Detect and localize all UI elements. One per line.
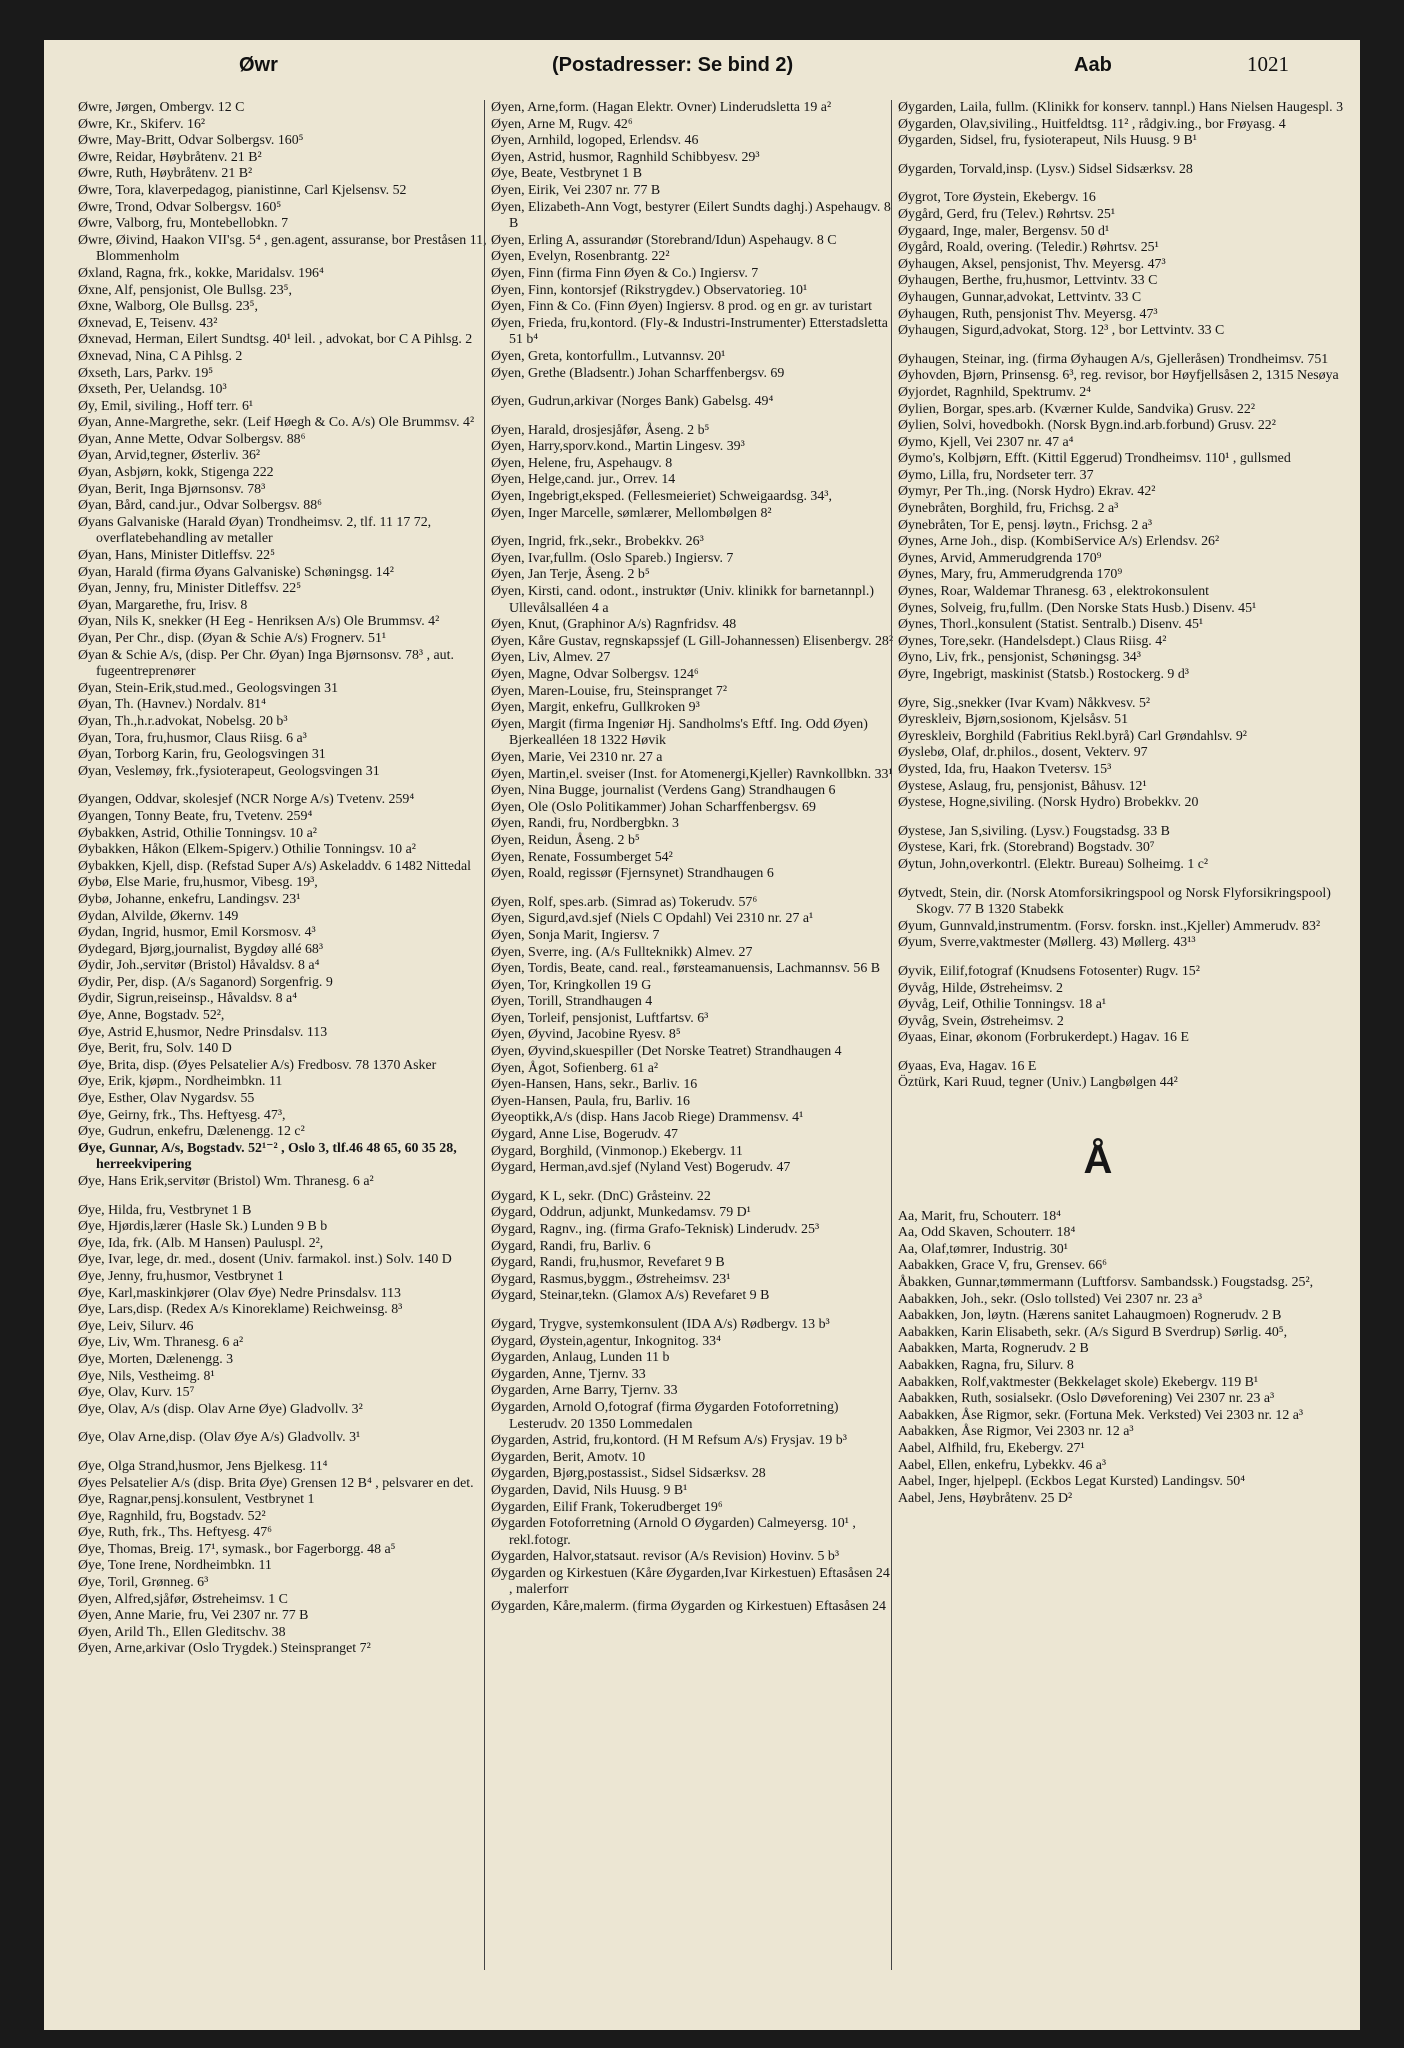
- directory-entry: Øyvåg, Leif, Othilie Tonningsv. 18 a¹: [898, 997, 1107, 1013]
- directory-entry: Åbakken, Gunnar,tømmermann (Luftforsv. Sambandssk.) Fougstadsg. 25²,: [898, 1275, 1314, 1291]
- directory-entry: Øygarden Fotoforretning (Arnold O Øygarden) Calmeyersg. 10¹ , rekl.fotogr.: [491, 1516, 856, 1548]
- directory-entry: Øygarden, Laila, fullm. (Klinikk for konserv. tannpl.) Hans Nielsen Haugespl. 3: [898, 100, 1344, 115]
- directory-entry: Aabakken, Marta, Rognerudv. 2 B: [898, 1341, 1089, 1357]
- directory-entry: Øyen, Nina Bugge, journalist (Verdens Gang) Strandhaugen 6: [491, 783, 836, 799]
- directory-entry: Aabakken, Joh., sekr. (Oslo tollsted) Vei 2307 nr. 23 a³: [898, 1291, 1203, 1307]
- directory-entry: Øytvedt, Stein, dir. (Norsk Atomforsikringspool og Norsk Flyforsikringspool) Skogv. 77 B 1320 Stabekk: [898, 885, 1331, 918]
- directory-entry: Øye, Lars,disp. (Redex A/s Kinoreklame) Reichweinsg. 8³: [78, 1302, 403, 1318]
- directory-entry: Øyan, Veslemøy, frk.,fysioterapeut, Geologsvingen 31: [78, 763, 380, 779]
- directory-entry: Øye, Ida, frk. (Alb. M Hansen) Pauluspl. 2²,: [78, 1235, 324, 1251]
- directory-entry: Øyen, Harald, drosjesjåfør, Åseng. 2 b⁵: [491, 422, 710, 438]
- directory-entry: Øyen, Inger Marcelle, sømlærer, Mellombølgen 8²: [491, 505, 772, 521]
- entry-gap: [491, 883, 894, 895]
- directory-entry: Øyen, Ivar,fullm. (Oslo Spareb.) Ingiersv. 7: [491, 550, 734, 566]
- directory-entry: Øyen, Maren-Louise, fru, Steinspranget 7²: [491, 683, 727, 699]
- entry-gap: [898, 812, 1346, 824]
- directory-entry: Øymyr, Per Th.,ing. (Norsk Hydro) Ekrav. 42²: [898, 484, 1156, 500]
- directory-entry: Øydir, Sigrun,reiseinsp., Håvaldsv. 8 a⁴: [78, 991, 298, 1007]
- directory-entry: Øyen, Harry,sporv.kond., Martin Lingesv. 39³: [491, 439, 745, 455]
- directory-entry: Øyan, Per Chr., disp. (Øyan & Schie A/s) Frognerv. 51¹: [78, 631, 387, 646]
- directory-entry: Øynes, Roar, Waldemar Thranesg. 63 , elektrokonsulent: [898, 584, 1210, 600]
- section-letter: Å: [1083, 1138, 1113, 1183]
- directory-entry: Øyen, Helge,cand. jur., Orrev. 14: [491, 472, 676, 488]
- directory-entry: Aabakken, Åse Rigmor, sekr. (Fortuna Mek. Verksted) Vei 2303 nr. 12 a³: [898, 1407, 1304, 1423]
- directory-entry: Øyen, Randi, fru, Nordbergbkn. 3: [491, 816, 680, 832]
- directory-entry: Aa, Olaf,tømrer, Industrig. 30¹: [898, 1241, 1068, 1257]
- directory-entry: Øyhaugen, Aksel, pensjonist, Thv. Meyersg. 47³: [898, 256, 1166, 272]
- directory-entry: Øygarden, Anlaug, Lunden 11 b: [491, 1350, 670, 1366]
- directory-entry: Øyen, Sonja Marit, Ingiersv. 7: [491, 927, 660, 943]
- directory-entry: Aabel, Inger, hjelpepl. (Eckbos Legat Kursted) Landingsv. 50⁴: [898, 1474, 1246, 1490]
- directory-entry: Aabakken, Grace V, fru, Grensev. 66⁶: [898, 1258, 1108, 1274]
- directory-entry: Øyen, Evelyn, Rosenbrantg. 22²: [491, 249, 670, 265]
- directory-entry: Aabel, Alfhild, fru, Ekebergv. 27¹: [898, 1440, 1085, 1456]
- directory-entry: Øyen, Kirsti, cand. odont., instruktør (Univ. klinikk for barnetannpl.) Ullevålsalléen 4 a: [491, 584, 874, 616]
- directory-entry: Øyhaugen, Steinar, ing. (firma Øyhaugen A/s, Gjelleråsen) Trondheimsv. 751: [898, 351, 1329, 367]
- directory-entry: Øyen, Arne M, Rugv. 42⁶: [491, 116, 633, 132]
- directory-entry: Aabakken, Jon, løytn. (Hærens sanitet Lahaugmoen) Rognerudv. 2 B: [898, 1308, 1282, 1324]
- directory-entry: Øygarden, Torvald,insp. (Lysv.) Sidsel Sidsærksv. 28: [898, 161, 1193, 177]
- directory-entry: Øyan, Jenny, fru, Minister Ditleffsv. 22⁵: [78, 581, 302, 597]
- directory-entry: Øyeoptikk,A/s (disp. Hans Jacob Riege) Drammensv. 4¹: [491, 1110, 804, 1126]
- directory-entry: Øyan, Nils K, snekker (H Eeg - Henriksen A/s) Ole Brummsv. 4²: [78, 614, 440, 630]
- directory-entry: Øyen, Astrid, husmor, Ragnhild Schibbyesv. 29³: [491, 149, 760, 165]
- directory-entry: Øygard, Randi, fru, Barliv. 6: [491, 1238, 651, 1254]
- directory-entry: Øwre, Jørgen, Ombergv. 12 C: [78, 100, 245, 115]
- directory-entry: Øyen, Magne, Odvar Solbergsv. 124⁶: [491, 667, 699, 682]
- directory-entry: Øxne, Alf, pensjonist, Ole Bullsg. 23⁵,: [78, 282, 292, 298]
- directory-entry: Øwre, Tora, klaverpedagog, pianistinne, Carl Kjelsensv. 52: [78, 182, 407, 198]
- directory-entry: Øygarden, David, Nils Huusg. 9 B¹: [491, 1482, 688, 1498]
- directory-entry: Øyen, Ingrid, frk.,sekr., Brobekkv. 26³: [491, 534, 704, 550]
- directory-entry: Øyan, Asbjørn, kokk, Stigenga 222: [78, 465, 274, 481]
- directory-entry: Øwre, May-Britt, Odvar Solbergsv. 160⁵: [78, 133, 304, 149]
- entry-gap: [491, 1177, 894, 1189]
- directory-entry: Øye, Geirny, frk., Ths. Heftyesg. 47³,: [78, 1107, 286, 1123]
- directory-entry: Øygard, Trygve, systemkonsulent (IDA A/s) Rødbergv. 13 b³: [491, 1316, 830, 1332]
- directory-entry: Øyen, Øyvind, Jacobine Ryesv. 8⁵: [491, 1027, 681, 1043]
- page-header: [44, 50, 1360, 90]
- directory-entry: Øyre, Ingebrigt, maskinist (Statsb.) Rostockerg. 9 d³: [898, 667, 1189, 682]
- directory-entry: Øye, Thomas, Breig. 17¹, symask., bor Fagerborgg. 48 a⁵: [78, 1541, 396, 1557]
- directory-entry: Øxland, Ragna, frk., kokke, Maridalsv. 196⁴: [78, 265, 324, 281]
- directory-entry: Øye, Esther, Olav Nygardsv. 55: [78, 1091, 255, 1107]
- directory-entry: Øye, Beate, Vestbrynet 1 B: [491, 166, 642, 182]
- directory-entry: Øye, Morten, Dælenengg. 3: [78, 1351, 234, 1367]
- directory-entry: Øye, Leiv, Silurv. 46: [78, 1318, 194, 1334]
- directory-entry: Øyum, Gunnvald,instrumentm. (Forsv. forskn. inst.,Kjeller) Ammerudv. 83²: [898, 918, 1321, 934]
- directory-entry: Øyan, Anne-Margrethe, sekr. (Leif Høegh & Co. A/s) Ole Brummsv. 4²: [78, 415, 475, 431]
- directory-entry: Aabakken, Ragna, fru, Silurv. 8: [898, 1358, 1074, 1373]
- entry-gap: [898, 684, 1346, 696]
- directory-entry: Øye, Erik, kjøpm., Nordheimbkn. 11: [78, 1074, 283, 1090]
- entry-gap: [78, 1447, 488, 1459]
- directory-entry: Øyen, Martin,el. sveiser (Inst. for Atomenergi,Kjeller) Ravnkollbkn. 33¹: [491, 766, 893, 782]
- directory-entry: Øye, Ragnhild, fru, Bogstadv. 52²: [78, 1508, 266, 1524]
- directory-entry: Øye, Gunnar, A/s, Bogstadv. 52¹⁻² , Oslo 3, tlf.46 48 65, 60 35 28, herreekvipering: [78, 1140, 457, 1173]
- directory-entry: Øygard, K L, sekr. (DnC) Gråsteinv. 22: [491, 1188, 711, 1204]
- directory-entry: Øye, Ragnar,pensj.konsulent, Vestbrynet 1: [78, 1492, 315, 1508]
- directory-entry: Øyen, Arne,form. (Hagan Elektr. Ovner) Linderudsletta 19 a²: [491, 100, 832, 115]
- directory-entry: Øyan & Schie A/s, (disp. Per Chr. Øyan) Inga Bjørnsonsv. 78³ , aut. fugeentreprenører: [78, 647, 454, 680]
- entry-gap: [491, 411, 894, 423]
- directory-entry: Øyreskleiv, Bjørn,sosionom, Kjelsåsv. 51: [898, 712, 1129, 728]
- directory-entry: Øyen, Ingebrigt,eksped. (Fellesmeieriet) Schweigaardsg. 34³,: [491, 489, 832, 505]
- directory-entry: Øygarden, Arne Barry, Tjernv. 33: [491, 1383, 678, 1399]
- directory-entry: Øye, Karl,maskinkjører (Olav Øye) Nedre Prinsdalsv. 113: [78, 1285, 401, 1301]
- directory-entry: Øye, Olav, Kurv. 15⁷: [78, 1385, 195, 1401]
- directory-entry: Øygarden, Kåre,malerm. (firma Øygarden og Kirkestuen) Eftasåsen 24: [491, 1599, 886, 1615]
- directory-entry: Aabakken, Ruth, sosialsekr. (Oslo Døveforening) Vei 2307 nr. 23 a³: [898, 1391, 1275, 1407]
- directory-entry: Øyen, Helene, fru, Aspehaugv. 8: [491, 455, 673, 471]
- directory-entry: Øygarden, Sidsel, fru, fysioterapeut, Nils Huusg. 9 B¹: [898, 133, 1197, 149]
- directory-entry: Øye, Nils, Vestheimg. 8¹: [78, 1368, 215, 1384]
- directory-entry: Øye, Tone Irene, Nordheimbkn. 11: [78, 1558, 272, 1574]
- header-right-guide-word: Aab: [1074, 54, 1112, 76]
- directory-entry: Øygarden, Arnold O,fotograf (firma Øygarden Fotoforretning) Lesterudv. 20 1350 Lommedalen: [491, 1399, 839, 1432]
- directory-entry: Øygarden, Olav,siviling., Huitfeldtsg. 11² , rådgiv.ing., bor Frøyasg. 4: [898, 116, 1286, 132]
- directory-entry: Øye, Hans Erik,servitør (Bristol) Wm. Thranesg. 6 a²: [78, 1174, 374, 1189]
- entry-gap: [898, 874, 1346, 886]
- directory-entry: Øyen, Alfred,sjåfør, Østreheimsv. 1 C: [78, 1591, 288, 1607]
- directory-entry: Øybø, Johanne, enkefru, Landingsv. 23¹: [78, 891, 301, 907]
- directory-entry: Øygard, Rasmus,byggm., Østreheimsv. 23¹: [491, 1271, 731, 1287]
- entry-gap: [898, 178, 1346, 190]
- directory-entry: Øygarden, Anne, Tjernv. 33: [491, 1366, 646, 1382]
- directory-entry: Øyan, Margarethe, fru, Irisv. 8: [78, 597, 248, 613]
- header-center-note: (Postadresser: Se bind 2): [552, 54, 794, 76]
- directory-entry: Øyen, Elizabeth-Ann Vogt, bestyrer (Eilert Sundts daghj.) Aspehaugv. 8 B: [491, 199, 891, 232]
- directory-entry: Øyvåg, Svein, Østreheimsv. 2: [898, 1013, 1064, 1029]
- directory-entry: Øye, Hilda, fru, Vestbrynet 1 B: [78, 1202, 252, 1218]
- directory-entry: Øynebråten, Borghild, fru, Frichsg. 2 a³: [898, 501, 1119, 517]
- directory-entry: Øyen, Jan Terje, Åseng. 2 b⁵: [491, 567, 650, 583]
- directory-entry: Øyvik, Eilif,fotograf (Knudsens Fotosenter) Rugv. 15²: [898, 963, 1200, 979]
- directory-entry: Øyaas, Eva, Hagav. 16 E: [898, 1058, 1037, 1074]
- directory-entry: Øygård, Gerd, fru (Telev.) Røhrtsv. 25¹: [898, 206, 1116, 222]
- entry-gap: [491, 1305, 894, 1317]
- directory-entry: Øye, Jenny, fru,husmor, Vestbrynet 1: [78, 1268, 284, 1284]
- directory-entry: Øyen-Hansen, Paula, fru, Barliv. 16: [491, 1093, 690, 1109]
- entry-gap: [491, 382, 894, 394]
- directory-entry: Øygard, Borghild, (Vinmonop.) Ekebergv. 11: [491, 1143, 743, 1159]
- directory-entry: Øye, Olav Arne,disp. (Olav Øye A/s) Gladvollv. 3¹: [78, 1430, 361, 1446]
- directory-entry: Øyen, Øyvind,skuespiller (Det Norske Teatret) Strandhaugen 4: [491, 1044, 842, 1060]
- directory-entry: Øye, Brita, disp. (Øyes Pelsatelier A/s) Fredbosv. 78 1370 Asker: [78, 1057, 437, 1073]
- directory-entry: Øye, Berit, fru, Solv. 140 D: [78, 1041, 232, 1057]
- directory-entry: Øytun, John,overkontrl. (Elektr. Bureau) Solheimg. 1 c²: [898, 856, 1209, 872]
- directory-entry: Øye, Toril, Grønneg. 6³: [78, 1575, 209, 1591]
- directory-entry: Øyen, Ågot, Sofienberg. 61 a²: [491, 1060, 659, 1076]
- directory-entry: Øyen, Eirik, Vei 2307 nr. 77 B: [491, 182, 661, 198]
- directory-entry: Øyen, Reidun, Åseng. 2 b⁵: [491, 832, 640, 848]
- directory-entry: Øyangen, Oddvar, skolesjef (NCR Norge A/s) Tvetenv. 259⁴: [78, 792, 415, 808]
- directory-entry: Øwre, Reidar, Høybråtenv. 21 B²: [78, 149, 262, 165]
- directory-entry: Øystese, Aslaug, fru, pensjonist, Båhusv. 12¹: [898, 778, 1147, 794]
- directory-entry: Øye, Olav, A/s (disp. Olav Arne Øye) Gladvollv. 3²: [78, 1401, 363, 1417]
- directory-entry: Øymo's, Kolbjørn, Efft. (Kittil Eggerud) Trondheimsv. 110¹ , gullsmed: [898, 451, 1291, 467]
- directory-entry: Øwre, Ruth, Høybråtenv. 21 B²: [78, 166, 253, 182]
- directory-entry: Øyan, Arvid,tegner, Østerliv. 36²: [78, 448, 261, 464]
- directory-entry: Øygard, Anne Lise, Bogerudv. 47: [491, 1127, 678, 1143]
- directory-entry: Øyvåg, Hilde, Østreheimsv. 2: [898, 980, 1063, 996]
- entry-gap: [898, 1047, 1346, 1059]
- directory-entry: Øye, Liv, Wm. Thranesg. 6 a²: [78, 1335, 244, 1351]
- directory-entry: Øygard, Øystein,agentur, Inkognitog. 33⁴: [491, 1333, 721, 1349]
- directory-entry: Øyangen, Tonny Beate, fru, Tvetenv. 259⁴: [78, 808, 313, 824]
- directory-entry: Øyen, Tordis, Beate, cand. real., førsteamanuensis, Lachmannsv. 56 B: [491, 961, 881, 977]
- directory-entry: Øwre, Øivind, Haakon VII'sg. 5⁴ , gen.agent, assuranse, bor Preståsen 11, Blommenholm: [78, 232, 487, 265]
- directory-entry: Øyen, Marie, Vei 2310 nr. 27 a: [491, 749, 663, 765]
- directory-entry: Øyen, Roald, regissør (Fjernsynet) Strandhaugen 6: [491, 866, 774, 882]
- directory-entry: Øygard, Steinar,tekn. (Glamox A/s) Revefaret 9 B: [491, 1288, 770, 1304]
- directory-entry: Øygarden og Kirkestuen (Kåre Øygarden,Ivar Kirkestuen) Eftasåsen 24 , malerforr: [491, 1565, 890, 1598]
- entry-gap: [491, 522, 894, 534]
- directory-entry: Øystese, Jan S,siviling. (Lysv.) Fougstadsg. 33 B: [898, 823, 1170, 839]
- header-left-guide-word: Øwr: [239, 54, 278, 76]
- directory-entry: Øylien, Solvi, hovedbokh. (Norsk Bygn.ind.arb.forbund) Grusv. 22²: [898, 418, 1276, 434]
- directory-entry: Aabel, Jens, Høybråtenv. 25 D²: [898, 1490, 1073, 1506]
- directory-entry: Øyum, Sverre,vaktmester (Møllerg. 43) Møllerg. 43¹³: [898, 935, 1196, 951]
- directory-page: [44, 40, 1360, 2030]
- directory-entry: Øydir, Per, disp. (A/s Saganord) Sorgenfrig. 9: [78, 974, 333, 990]
- directory-entry: Øyen, Gudrun,arkivar (Norges Bank) Gabelsg. 49⁴: [491, 394, 774, 410]
- directory-entry: Øynebråten, Tor E, pensj. løytn., Frichsg. 2 a³: [898, 517, 1153, 533]
- directory-entry: Øye, Ruth, frk., Ths. Heftyesg. 47⁶: [78, 1525, 273, 1541]
- entry-gap: [898, 340, 1346, 352]
- directory-entry: Øygarden, Berit, Amotv. 10: [491, 1449, 646, 1465]
- directory-entry: Øyhaugen, Sigurd,advokat, Storg. 12³ , bor Lettvintv. 33 C: [898, 323, 1225, 339]
- directory-entry: Øwre, Kr., Skiferv. 16²: [78, 116, 206, 132]
- directory-entry: Øy, Emil, siviling., Hoff terr. 6¹: [78, 398, 254, 414]
- directory-entry: Øygard, Ragnv., ing. (firma Grafo-Teknisk) Linderudv. 25³: [491, 1222, 820, 1237]
- directory-entry: Øyen, Finn (firma Finn Øyen & Co.) Ingiersv. 7: [491, 265, 759, 281]
- directory-entry: Øyen, Sigurd,avd.sjef (Niels C Opdahl) Vei 2310 nr. 27 a¹: [491, 911, 814, 927]
- directory-entry: Øyen, Anne Marie, fru, Vei 2307 nr. 77 B: [78, 1608, 309, 1624]
- entry-gap: [78, 780, 488, 792]
- directory-entry: Øwre, Trond, Odvar Solbergsv. 160⁵: [78, 199, 282, 215]
- directory-entry: Øyen-Hansen, Hans, sekr., Barliv. 16: [491, 1077, 698, 1093]
- directory-entry: Øyen, Margit (firma Ingeniør Hj. Sandholms's Eftf. Ing. Odd Øyen) Bjerkealléen 18 1322 Høvik: [491, 716, 868, 749]
- directory-entry: Øyjordet, Ragnhild, Spektrumv. 2⁴: [898, 384, 1091, 400]
- directory-entry: Øygard, Randi, fru,husmor, Revefaret 9 B: [491, 1255, 725, 1271]
- directory-entry: Aabel, Ellen, enkefru, Lybekkv. 46 a³: [898, 1457, 1107, 1473]
- directory-entry: Øyen, Torill, Strandhaugen 4: [491, 994, 653, 1010]
- directory-entry: Öztürk, Kari Ruud, tegner (Univ.) Langbølgen 44²: [898, 1075, 1178, 1091]
- directory-entry: Øye, Olga Strand,husmor, Jens Bjelkesg. 11⁴: [78, 1458, 328, 1474]
- directory-entry: Øyen, Kåre Gustav, regnskapssjef (L Gill-Johannessen) Elisenbergv. 28²: [491, 633, 893, 649]
- directory-entry: Øydan, Ingrid, husmor, Emil Korsmosv. 4³: [78, 925, 316, 941]
- directory-entry: Øygarden, Astrid, fru,kontord. (H M Refsum A/s) Frysjav. 19 b³: [491, 1433, 847, 1449]
- directory-entry: Øye, Anne, Bogstadv. 52²,: [78, 1008, 225, 1024]
- directory-entry: Øyen, Frieda, fru,kontord. (Fly-& Industri-Instrumenter) Etterstadsletta 51 b⁴: [491, 315, 888, 348]
- directory-entry: Øyan, Anne Mette, Odvar Solbergsv. 88⁶: [78, 431, 306, 447]
- directory-entry: Øygård, Roald, overing. (Teledir.) Røhrtsv. 25¹: [898, 240, 1159, 256]
- directory-entry: Øyhaugen, Berthe, fru,husmor, Lettvintv. 33 C: [898, 273, 1158, 289]
- directory-entry: Øybakken, Kjell, disp. (Refstad Super A/s) Askeladdv. 6 1482 Nittedal: [78, 858, 471, 874]
- column-1: [78, 100, 488, 1658]
- directory-entry: Aa, Marit, fru, Schouterr. 18⁴: [898, 1208, 1062, 1224]
- directory-entry: Øygard, Oddrun, adjunkt, Munkedamsv. 79 D¹: [491, 1205, 751, 1221]
- page-number: 1021: [1247, 52, 1289, 76]
- directory-entry: Øymo, Lilla, fru, Nordseter terr. 37: [898, 467, 1094, 483]
- directory-entry: Øyans Galvaniske (Harald Øyan) Trondheimsv. 2, tlf. 11 17 72, overflatebehandling av metaller: [78, 514, 432, 547]
- directory-entry: Øyen, Liv, Almev. 27: [491, 650, 611, 666]
- directory-entry: Øyno, Liv, frk., pensjonist, Schøningsg. 34³: [898, 650, 1141, 666]
- entry-gap: [898, 150, 1346, 162]
- directory-entry: Øylien, Borgar, spes.arb. (Kværner Kulde, Sandvika) Grusv. 22²: [898, 401, 1255, 417]
- directory-entry: Øyan, Bård, cand.jur., Odvar Solbergsv. 88⁶: [78, 498, 323, 514]
- entry-gap: [898, 952, 1346, 964]
- directory-entry: Øydir, Joh.,servitør (Bristol) Håvaldsv. 8 a⁴: [78, 958, 320, 974]
- directory-entry: Øyen, Ole (Oslo Politikammer) Johan Scharffenbergsv. 69: [491, 799, 816, 815]
- directory-entry: Øygarden, Eilif Frank, Tokerudberget 19⁶: [491, 1499, 723, 1515]
- entry-gap: [78, 1418, 488, 1430]
- directory-entry: Øxnevad, Nina, C A Pihlsg. 2: [78, 348, 243, 364]
- directory-entry: Øyan, Torborg Karin, fru, Geologsvingen 31: [78, 747, 326, 763]
- directory-entry: Øyhaugen, Ruth, pensjonist Thv. Meyersg. 47³: [898, 306, 1158, 322]
- directory-entry: Øyen, Knut, (Graphinor A/s) Ragnfridsv. 48: [491, 617, 737, 633]
- directory-entry: Øyaas, Einar, økonom (Forbrukerdept.) Hagav. 16 E: [898, 1030, 1189, 1046]
- directory-entry: Øxnevad, Herman, Eilert Sundtsg. 40¹ leil. , advokat, bor C A Pihlsg. 2: [78, 332, 473, 348]
- directory-entry: Øynes, Arne Joh., disp. (KombiService A/s) Erlendsv. 26²: [898, 534, 1220, 550]
- column-3: [891, 100, 1346, 1970]
- directory-entry: Øyen, Finn & Co. (Finn Øyen) Ingiersv. 8 prod. og en gr. av turistart: [491, 299, 873, 315]
- directory-entry: Øyan, Tora, fru,husmor, Claus Riisg. 6 a³: [78, 730, 307, 746]
- directory-entry: Øyen, Margit, enkefru, Gullkroken 9³: [491, 700, 700, 716]
- directory-entry: Øygrot, Tore Øystein, Ekebergv. 16: [898, 190, 1096, 206]
- directory-entry: Øygarden, Bjørg,postassist., Sidsel Sidsærksv. 28: [491, 1466, 766, 1482]
- directory-entry: Øye, Gudrun, enkefru, Dælenengg. 12 c²: [78, 1124, 305, 1140]
- directory-entry: Øxseth, Per, Uelandsg. 10³: [78, 382, 227, 398]
- directory-entry: Øyen, Renate, Fossumberget 54²: [491, 849, 673, 865]
- directory-entry: Øydegard, Bjørg,journalist, Bygdøy allé 68³: [78, 941, 324, 957]
- directory-entry: Aabakken, Rolf,vaktmester (Bekkelaget skole) Ekebergv. 119 B¹: [898, 1374, 1259, 1390]
- directory-entry: Øyen, Rolf, spes.arb. (Simrad as) Tokerudv. 57⁶: [491, 894, 758, 910]
- directory-entry: Øyhovden, Bjørn, Prinsensg. 6³, reg. revisor, bor Høyfjellsåsen 2, 1315 Nesøya: [898, 368, 1339, 384]
- directory-entry: Aabakken, Åse Rigmor, Vei 2303 nr. 12 a³: [898, 1424, 1134, 1440]
- directory-entry: Øyes Pelsatelier A/s (disp. Brita Øye) Grensen 12 B⁴ , pelsvarer en det.: [78, 1475, 474, 1491]
- directory-entry: Øybakken, Håkon (Elkem-Spigerv.) Othilie Tonningsv. 10 a²: [78, 842, 416, 858]
- directory-entry: Øyen, Grethe (Bladsentr.) Johan Scharffenbergsv. 69: [491, 365, 785, 381]
- directory-entry: Øyan, Hans, Minister Ditleffsv. 22⁵: [78, 548, 275, 564]
- directory-entry: Øyre, Sig.,snekker (Ivar Kvam) Nåkkvesv. 5²: [898, 695, 1151, 711]
- directory-entry: Øygard, Herman,avd.sjef (Nyland Vest) Bogerudv. 47: [491, 1160, 791, 1176]
- directory-entry: Øygaard, Inge, maler, Bergensv. 50 d¹: [898, 223, 1110, 239]
- directory-entry: Øyen, Arnhild, logoped, Erlendsv. 46: [491, 133, 699, 149]
- directory-entry: Øyan, Th.,h.r.advokat, Nobelsg. 20 b³: [78, 713, 288, 729]
- column-2: [484, 100, 894, 1970]
- directory-entry: Øybø, Else Marie, fru,husmor, Vibesg. 19³,: [78, 875, 318, 891]
- directory-entry: Øyen, Greta, kontorfullm., Lutvannsv. 20¹: [491, 348, 726, 364]
- directory-entry: Øyan, Harald (firma Øyans Galvaniske) Schøningsg. 14²: [78, 564, 394, 580]
- directory-entry: Øynes, Tore,sekr. (Handelsdept.) Claus Riisg. 4²: [898, 633, 1167, 649]
- directory-entry: Øydan, Alvilde, Økernv. 149: [78, 908, 239, 924]
- directory-entry: Øystese, Hogne,siviling. (Norsk Hydro) Brobekkv. 20: [898, 795, 1199, 811]
- directory-entry: Øyslebø, Olaf, dr.philos., dosent, Vekterv. 97: [898, 745, 1148, 761]
- directory-entry: Øyan, Th. (Havnev.) Nordalv. 81⁴: [78, 697, 266, 713]
- directory-entry: Øxnevad, E, Teisenv. 43²: [78, 315, 218, 331]
- directory-entry: Øysted, Ida, fru, Haakon Tvetersv. 15³: [898, 761, 1112, 777]
- directory-entry: Øyhaugen, Gunnar,advokat, Lettvintv. 33 C: [898, 289, 1142, 305]
- directory-entry: Øwre, Valborg, fru, Montebellobkn. 7: [78, 216, 289, 232]
- directory-entry: Øxseth, Lars, Parkv. 19⁵: [78, 365, 214, 381]
- directory-entry: Øygarden, Halvor,statsaut. revisor (A/s Revision) Hovinv. 5 b³: [491, 1549, 839, 1565]
- directory-entry: Øye, Astrid E,husmor, Nedre Prinsdalsv. 113: [78, 1024, 328, 1040]
- directory-entry: Øyen, Torleif, pensjonist, Luftfartsv. 6³: [491, 1010, 709, 1026]
- directory-entry: Øynes, Mary, fru, Ammerudgrenda 170⁹: [898, 567, 1123, 583]
- directory-entry: Øyen, Arild Th., Ellen Gleditschv. 38: [78, 1624, 286, 1640]
- directory-entry: Øynes, Arvid, Ammerudgrenda 170⁹: [898, 550, 1102, 566]
- directory-entry: Øynes, Thorl.,konsulent (Statist. Sentralb.) Disenv. 45¹: [898, 617, 1204, 633]
- directory-entry: Øyen, Erling A, assurandør (Storebrand/Idun) Aspehaugv. 8 C: [491, 232, 837, 248]
- directory-entry: Øyen, Arne,arkivar (Oslo Trygdek.) Steinspranget 7²: [78, 1641, 371, 1657]
- directory-entry: Øybakken, Astrid, Othilie Tonningsv. 10 a²: [78, 825, 317, 841]
- directory-entry: Aa, Odd Skaven, Schouterr. 18⁴: [898, 1225, 1076, 1241]
- directory-entry: Øyan, Stein-Erik,stud.med., Geologsvingen 31: [78, 680, 339, 696]
- directory-entry: Øxne, Walborg, Ole Bullsg. 23⁵,: [78, 299, 258, 315]
- directory-entry: Øystese, Kari, frk. (Storebrand) Bogstadv. 30⁷: [898, 840, 1155, 856]
- directory-entry: Øyen, Sverre, ing. (A/s Fullteknikk) Almev. 27: [491, 944, 753, 960]
- directory-entry: Øyen, Tor, Kringkollen 19 G: [491, 977, 652, 993]
- directory-entry: Øyreskleiv, Borghild (Fabritius Rekl.byrå) Carl Grøndahlsv. 9²: [898, 728, 1247, 744]
- directory-entry: Øye, Hjørdis,lærer (Hasle Sk.) Lunden 9 B b: [78, 1219, 328, 1235]
- directory-entry: Øyen, Finn, kontorsjef (Rikstrygdev.) Observatorieg. 10¹: [491, 282, 808, 298]
- directory-entry: Øymo, Kjell, Vei 2307 nr. 47 a⁴: [898, 434, 1074, 450]
- directory-entry: Øyan, Berit, Inga Bjørnsonsv. 78³: [78, 481, 266, 497]
- directory-entry: Øynes, Solveig, fru,fullm. (Den Norske Stats Husb.) Disenv. 45¹: [898, 600, 1257, 616]
- directory-entry: Aabakken, Karin Elisabeth, sekr. (A/s Sigurd B Sverdrup) Sørlig. 40⁵,: [898, 1324, 1288, 1340]
- directory-entry: Øye, Ivar, lege, dr. med., dosent (Univ. farmakol. inst.) Solv. 140 D: [78, 1252, 452, 1268]
- entry-gap: [78, 1191, 488, 1203]
